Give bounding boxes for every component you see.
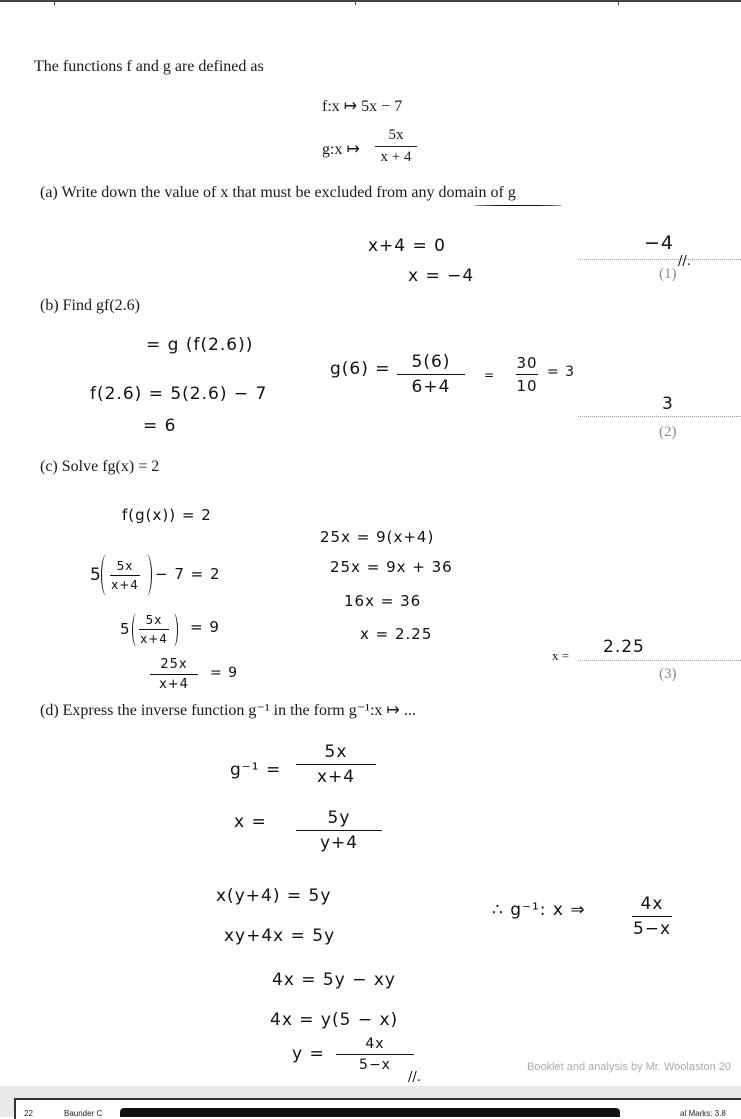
fraction2-numerator: 30	[516, 354, 538, 372]
line2d-numerator: 5y	[327, 808, 351, 828]
question-a: (a) Write down the value of x that must be excluded from any domain of g	[40, 184, 516, 201]
work-d-line2-fraction	[296, 808, 382, 853]
work-c-line2-pre: 5	[90, 565, 102, 585]
line7-denominator: 5−x	[359, 1057, 391, 1073]
paren-right	[141, 554, 152, 596]
line2-denominator: x+4	[111, 578, 139, 592]
work-c-line3-post: = 9	[190, 618, 220, 636]
work-c-right3: 16x = 36	[344, 592, 422, 610]
work-c-line2-fraction	[110, 559, 140, 592]
line3-denominator: x+4	[140, 632, 168, 646]
page-top-border	[0, 0, 741, 6]
work-c-line2-post: − 7 = 2	[155, 565, 221, 583]
result-numerator: 4x	[640, 894, 664, 914]
work-d-line1-label: g⁻¹ =	[230, 760, 282, 780]
result-denominator: 5−x	[632, 919, 672, 939]
next-page-number: 22	[24, 1109, 33, 1118]
g6-numerator: 5(6)	[411, 352, 451, 372]
line1-numerator: 5x	[324, 742, 348, 762]
work-c-line3-fraction	[139, 613, 169, 646]
work-c-line3-pre: 5	[120, 620, 131, 638]
line3-numerator: 5x	[145, 613, 163, 627]
line4-numerator: 25x	[160, 657, 188, 672]
line2-numerator: 5x	[116, 559, 134, 573]
question-c: (c) Solve fg(x) = 2	[40, 458, 160, 475]
work-d-line7-fraction	[336, 1036, 414, 1073]
question-b: (b) Find gf(2.6)	[40, 297, 140, 314]
next-page-title: Baunder C	[64, 1109, 103, 1118]
definition-g-denominator: x + 4	[380, 149, 412, 165]
work-b-line1: = g (f(2.6))	[146, 335, 254, 355]
work-c-line4-fraction	[150, 657, 198, 692]
work-b-line2: f(2.6) = 5(2.6) − 7	[90, 384, 268, 404]
tick-mark-a: //.	[678, 254, 691, 269]
definition-g-fraction	[375, 127, 417, 166]
footer-credit: Booklet and analysis by Mr. Woolaston 20	[527, 1061, 732, 1073]
work-b-g6-fraction	[397, 352, 465, 397]
definition-g-numerator: 5x	[388, 127, 404, 143]
work-c-right1: 25x = 9(x+4)	[320, 528, 435, 546]
answer-line-c	[578, 660, 741, 661]
line4-denominator: x+4	[159, 677, 189, 692]
marks-b: (2)	[659, 424, 677, 440]
answer-a: −4	[644, 232, 675, 254]
work-b-line3: = 6	[143, 416, 177, 436]
fraction2-denominator: 10	[516, 377, 538, 395]
work-c-line1: f(g(x)) = 2	[122, 506, 212, 524]
marks-c: (3)	[659, 666, 677, 682]
work-b-g6-label: g(6) =	[330, 359, 391, 379]
answer-line-b	[578, 416, 741, 417]
intro-text: The functions f and g are defined as	[34, 58, 264, 75]
work-d-line2-label: x =	[234, 812, 267, 832]
work-d-line4: xy+4x = 5y	[224, 926, 336, 946]
answer-c-label: x =	[552, 648, 570, 663]
work-d-line3: x(y+4) = 5y	[216, 886, 332, 906]
work-d-line6: 4x = y(5 − x)	[270, 1010, 399, 1030]
work-b-equals: =	[484, 368, 496, 382]
work-a-line1: x+4 = 0	[368, 236, 446, 256]
work-b-result: = 3	[547, 364, 576, 380]
work-d-result-fraction	[632, 894, 672, 939]
marks-a: (1)	[659, 266, 677, 282]
work-d-line7-label: y =	[292, 1044, 325, 1064]
line7-numerator: 4x	[365, 1036, 385, 1052]
answer-b: 3	[662, 394, 674, 414]
question-d: (d) Express the inverse function g⁻¹ in the form g⁻¹:x ↦ ...	[40, 702, 416, 719]
work-a-line2: x = −4	[408, 266, 475, 286]
top-divider	[618, 0, 619, 5]
tick-mark-d: //.	[408, 1070, 421, 1085]
definition-g-prefix: g:x ↦	[322, 141, 360, 158]
paren-right	[169, 613, 178, 647]
definition-f: f:x ↦ 5x − 7	[322, 98, 403, 115]
answer-c: 2.25	[603, 637, 645, 657]
domain-underline	[474, 205, 562, 206]
work-d-line5: 4x = 5y − xy	[272, 970, 396, 990]
work-b-fraction2	[516, 354, 538, 395]
top-divider	[54, 0, 55, 5]
answer-line-a	[578, 259, 741, 260]
next-page-marks: al Marks: 3.8	[680, 1109, 726, 1118]
line2d-denominator: y+4	[319, 833, 359, 853]
work-d-result-label: ∴ g⁻¹: x ⇒	[492, 900, 586, 920]
work-c-right4: x = 2.25	[360, 625, 433, 643]
work-c-right2: 25x = 9x + 36	[330, 558, 453, 576]
work-c-line4-post: = 9	[210, 665, 239, 681]
line1-denominator: x+4	[316, 767, 356, 787]
g6-denominator: 6+4	[411, 377, 451, 397]
top-divider	[355, 0, 356, 5]
next-page-header-bar	[120, 1108, 620, 1117]
work-d-line1-fraction	[296, 742, 376, 787]
